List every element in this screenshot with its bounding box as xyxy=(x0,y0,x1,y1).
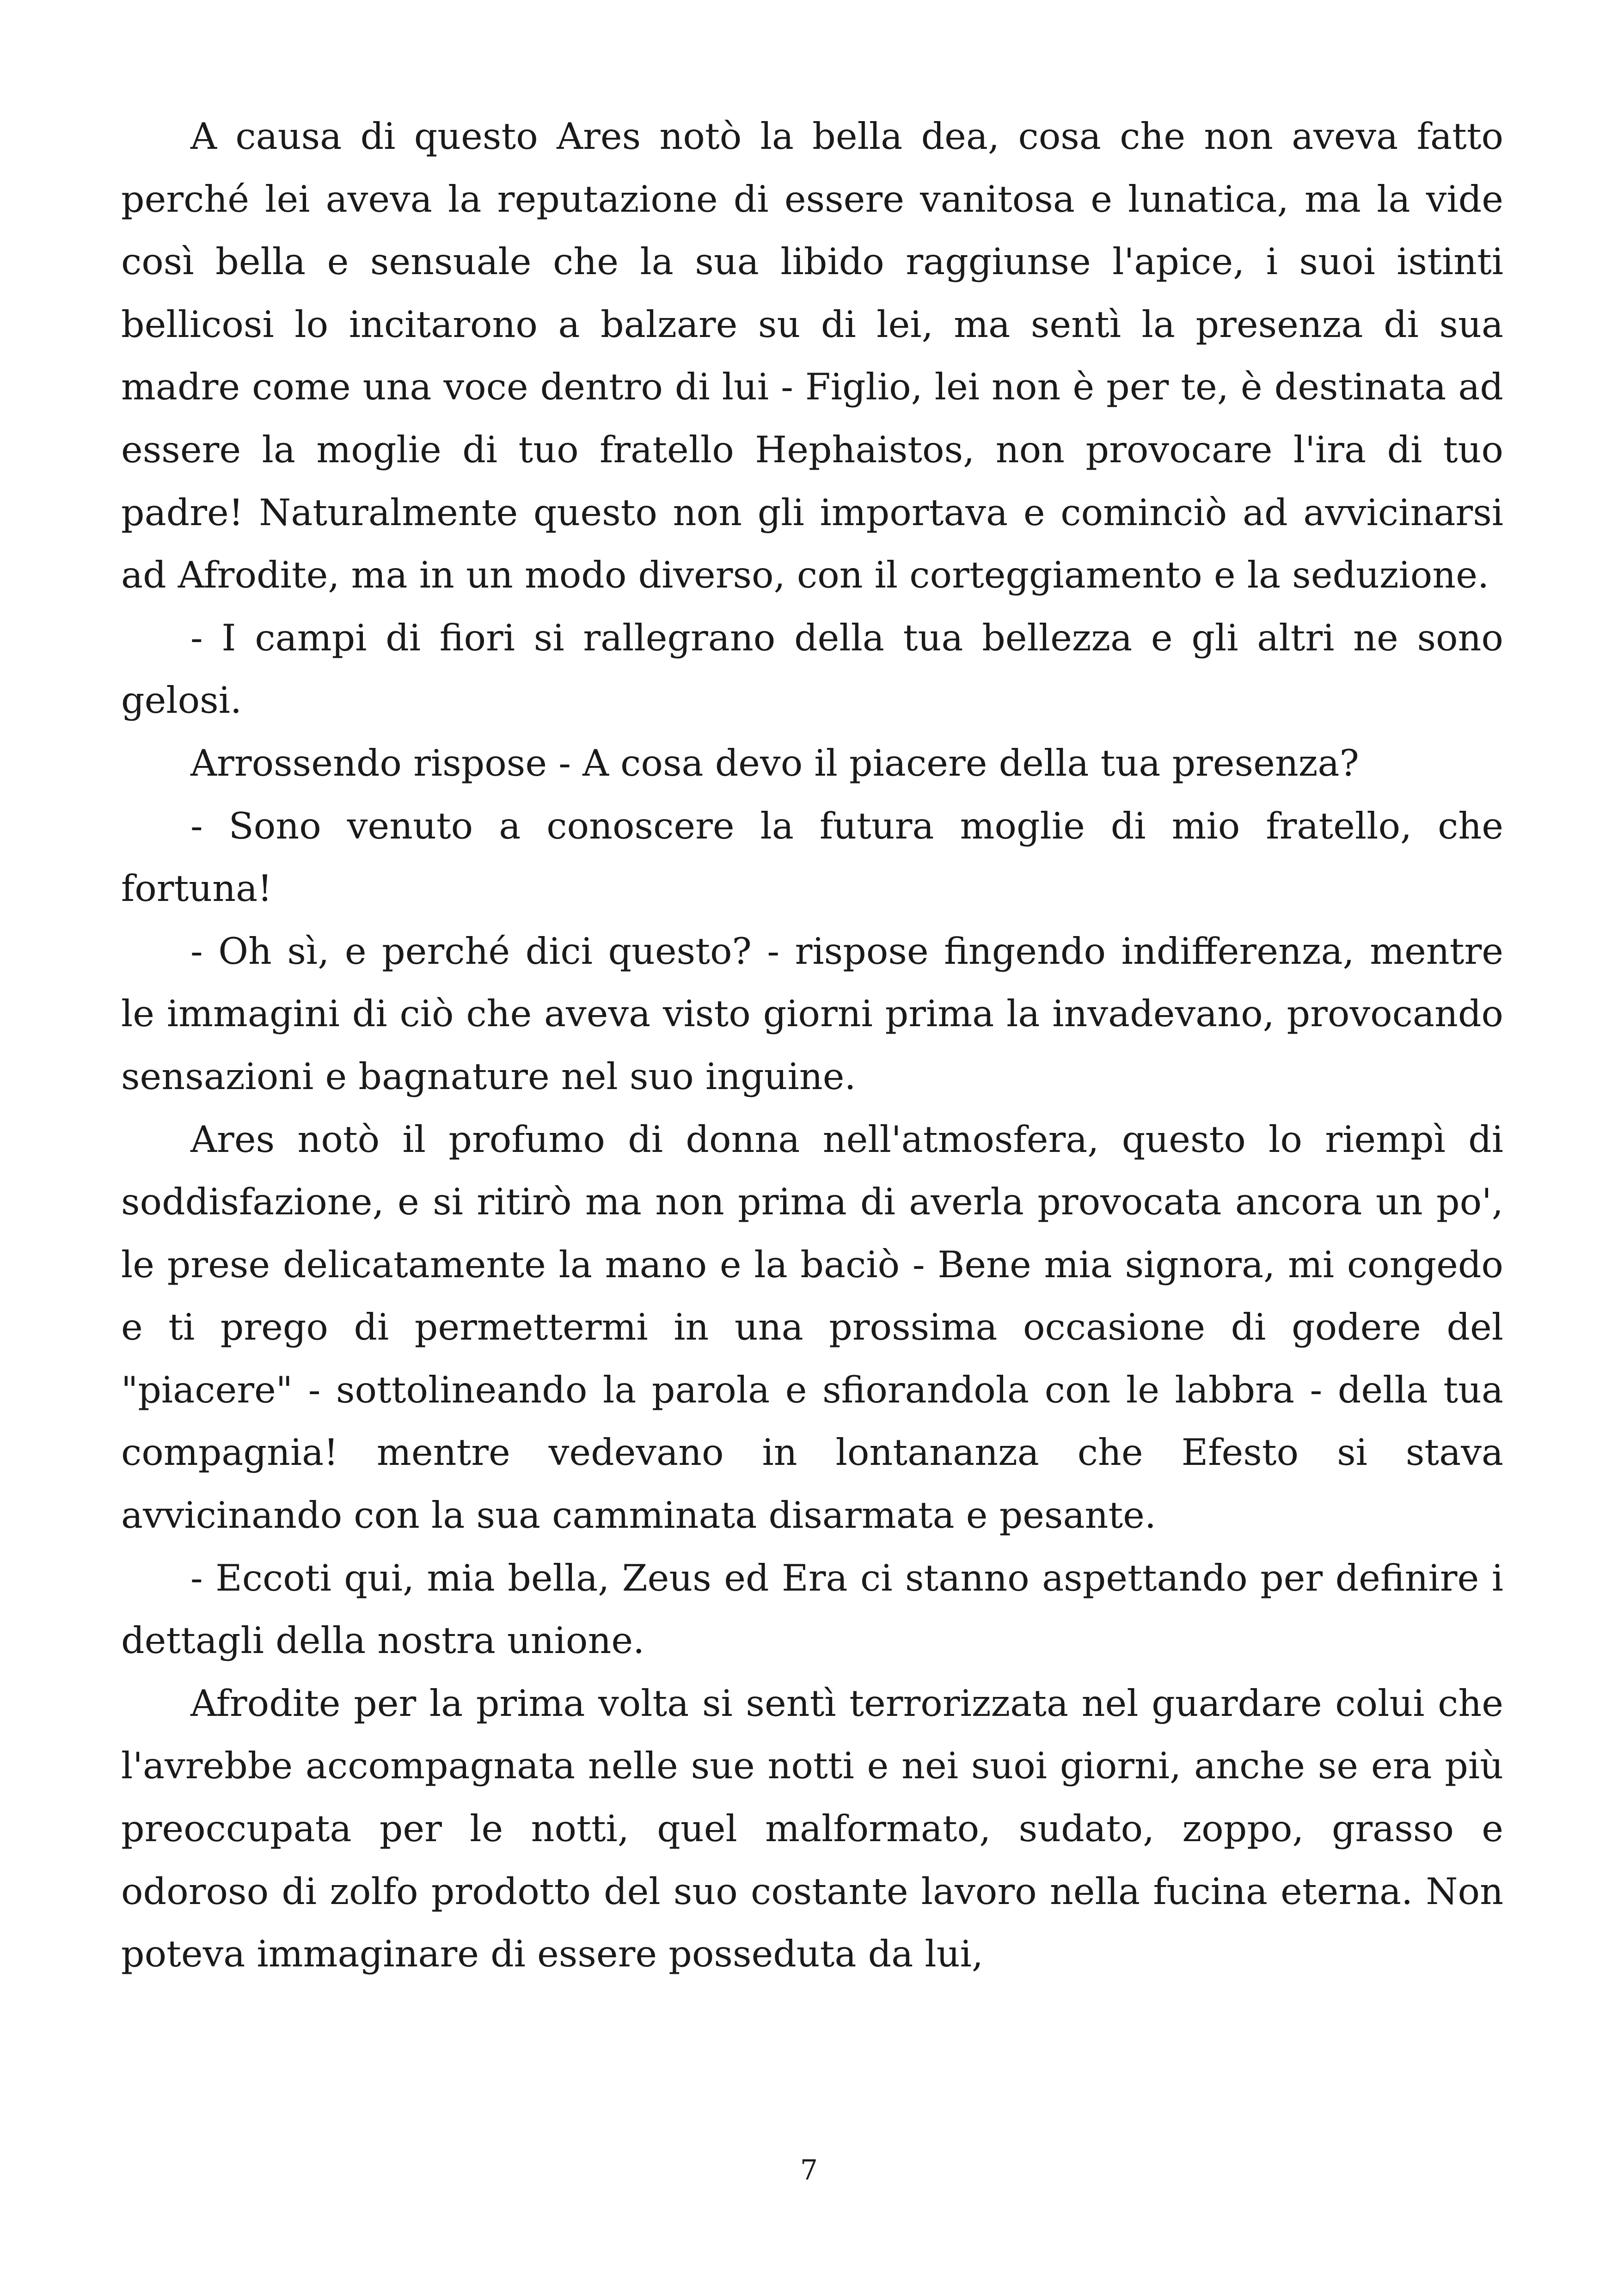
paragraph: - Oh sì, e perché dici questo? - rispose fingendo indifferenza, mentre le immagini di ciò che aveva visto giorni prima la invadevano, provocando sensazioni e bagnature nel suo inguine. xyxy=(121,930,1503,1098)
paragraph: Ares notò il profumo di donna nell'atmosfera, questo lo riempì di soddisfazione, e si ritirò ma non prima di averla provocata ancora un po', le prese delicatamente la mano e la baciò - Bene mia signora, mi congedo e ti prego di permettermi in una prossima occasione di godere del "piacere" - sottolineando la parola e sfiorandola con le labbra - della tua compagnia! mentre vedevano in lontananza che Efesto si stava avvicinando con la sua camminata disarmata e pesante. xyxy=(121,1118,1503,1537)
paragraph: A causa di questo Ares notò la bella dea, cosa che non aveva fatto perché lei aveva la reputazione di essere vanitosa e lunatica, ma la vide così bella e sensuale che la sua libido raggiunse l'apice, i suoi istinti bellicosi lo incitarono a balzare su di lei, ma sentì la presenza di sua madre come una voce dentro di lui - Figlio, lei non è per te, è destinata ad essere la moglie di tuo fratello Hephaistos, non provocare l'ira di tuo padre! Naturalmente questo non gli importava e cominciò ad avvicinarsi ad Afrodite, ma in un modo diverso, con il corteggiamento e la seduzione. xyxy=(121,115,1503,597)
paragraph: Arrossendo rispose - A cosa devo il piacere della tua presenza? xyxy=(190,741,1359,784)
paragraph: Afrodite per la prima volta si sentì terrorizzata nel guardare colui che l'avrebbe accompagnata nelle sue notti e nei suoi giorni, anche se era più preoccupata per le notti, quel malformato, sudato, zoppo, grasso e odoroso di zolfo prodotto del suo costante lavoro nella fucina eterna. Non poteva immaginare di essere posseduta da lui, xyxy=(121,1682,1503,1976)
paragraph: - Sono venuto a conoscere la futura moglie di mio fratello, che fortuna! xyxy=(121,804,1503,910)
page-number: 7 xyxy=(800,2154,818,2186)
paragraph: - Eccoti qui, mia bella, Zeus ed Era ci stanno aspettando per definire i dettagli della nostra unione. xyxy=(121,1556,1503,1662)
paragraph: - I campi di fiori si rallegrano della tua bellezza e gli altri ne sono gelosi. xyxy=(121,616,1503,722)
body-text xyxy=(121,105,1503,1986)
